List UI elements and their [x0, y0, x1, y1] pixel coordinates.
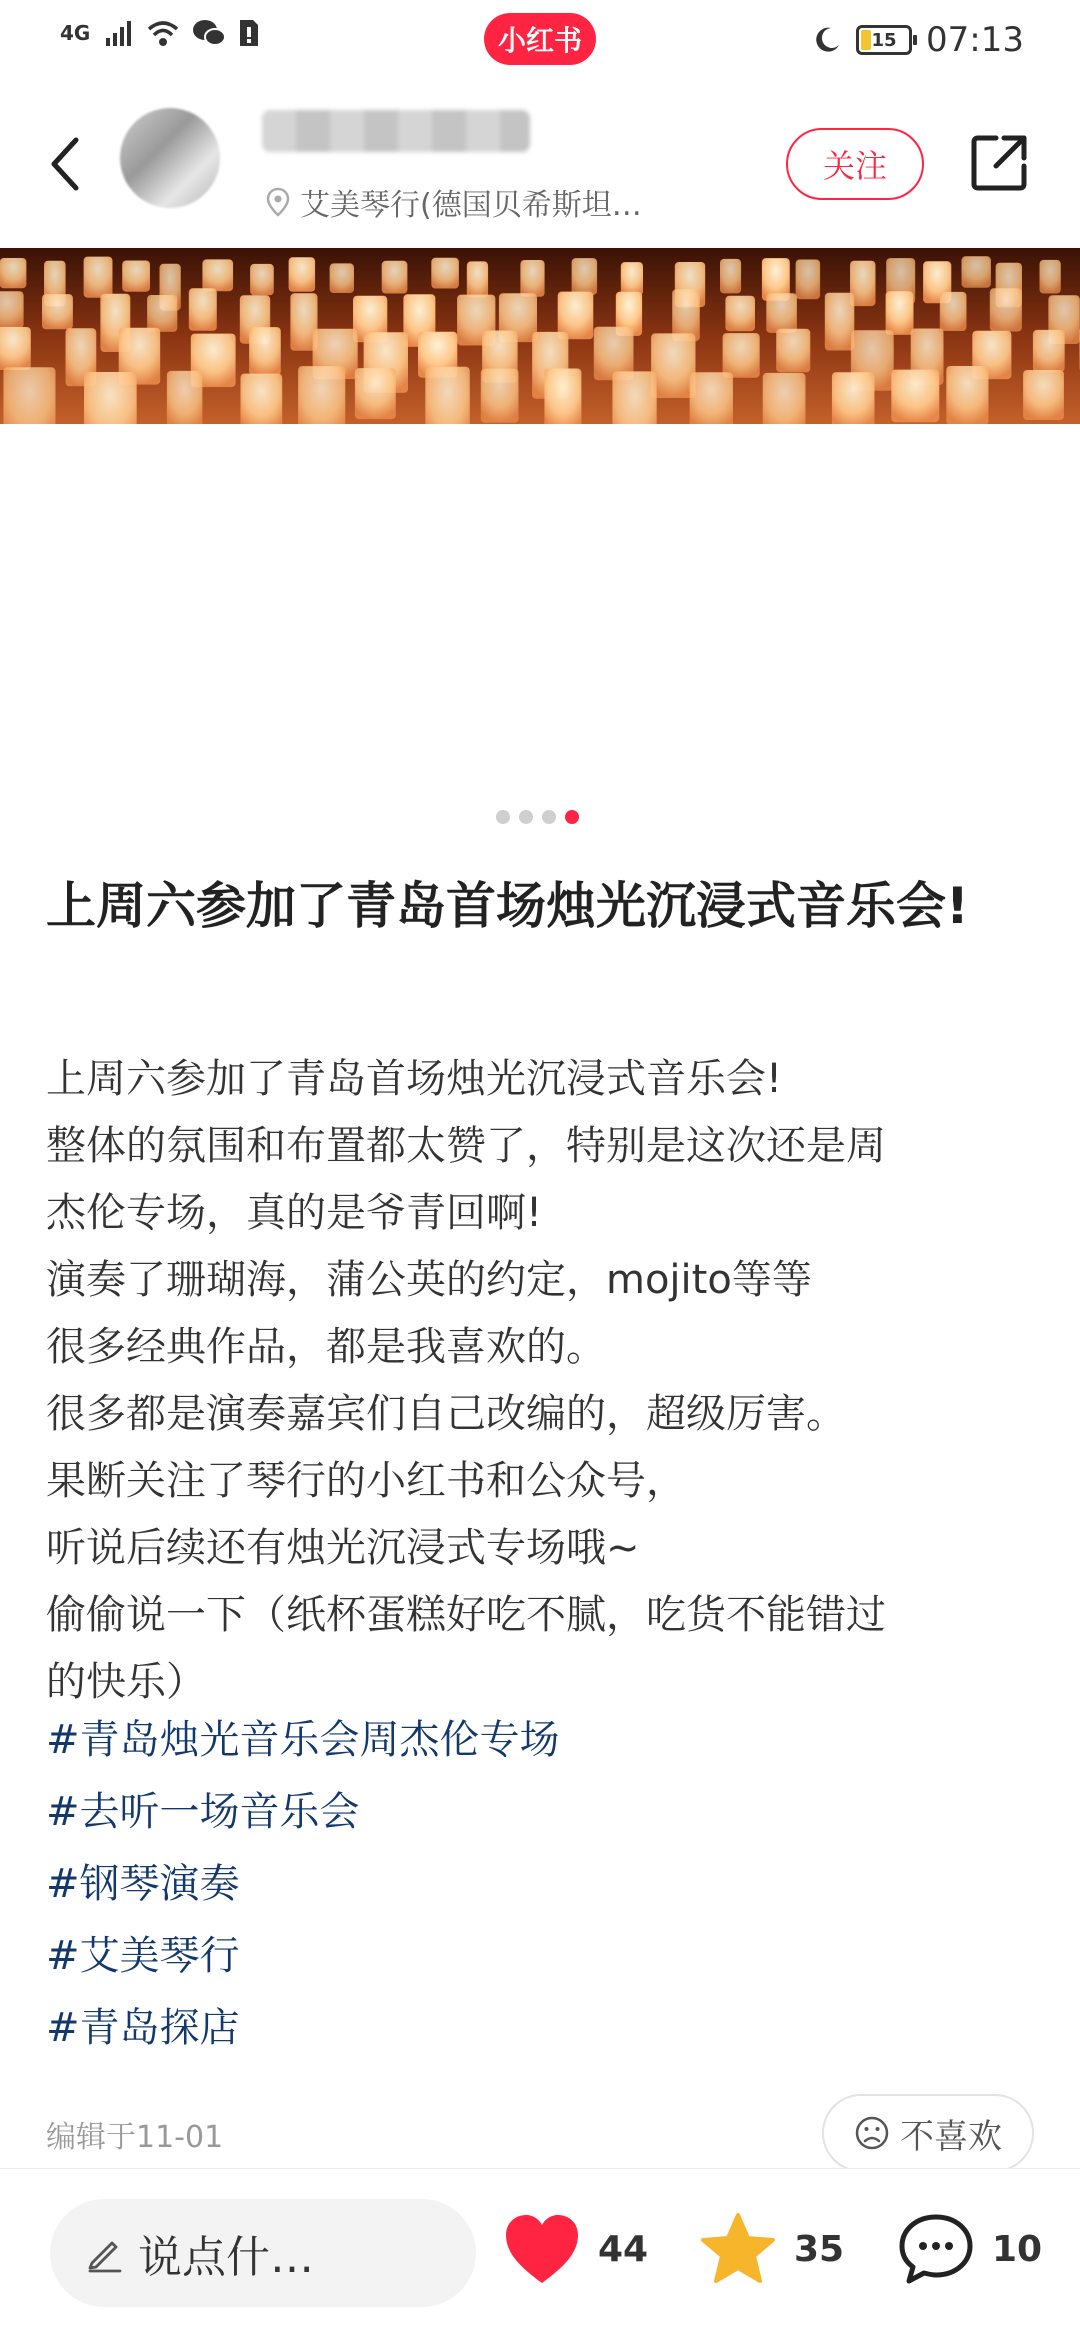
candle	[690, 372, 733, 424]
candle	[1033, 330, 1065, 372]
hashtag-link[interactable]: #艾美琴行	[46, 1933, 240, 1979]
candle	[355, 368, 396, 419]
candle	[723, 333, 760, 378]
moon-icon	[812, 25, 842, 55]
candle	[621, 262, 643, 295]
battery-icon	[856, 25, 912, 55]
body-line: 的快乐）	[46, 1659, 206, 1705]
share-icon	[968, 132, 1030, 194]
candle	[0, 291, 24, 328]
candle	[167, 371, 203, 424]
author-name-blurred[interactable]	[262, 110, 530, 152]
candle	[3, 367, 55, 424]
hashtag-link[interactable]: #青岛探店	[46, 2005, 240, 2051]
status-left	[60, 18, 260, 48]
candle	[725, 296, 755, 332]
body-line: 杰伦专场，真的是爷青回啊!	[46, 1190, 543, 1236]
body-line: 偷偷说一下（纸杯蛋糕好吃不腻，吃货不能错过	[46, 1592, 886, 1638]
body-line: 果断关注了琴行的小红书和公众号，	[46, 1458, 686, 1504]
candle	[241, 374, 283, 424]
sim-card-icon	[238, 18, 260, 48]
status-right	[812, 20, 1024, 60]
chat-bubble-icon	[896, 2211, 976, 2287]
like-count: 44	[598, 2228, 649, 2270]
carousel-indicator	[496, 810, 579, 824]
carousel-dot	[542, 810, 556, 824]
candle	[189, 288, 217, 331]
note-body	[46, 1046, 1036, 1716]
candle	[612, 371, 656, 424]
comment-count: 10	[992, 2228, 1043, 2270]
candle	[825, 293, 855, 351]
candle	[544, 369, 581, 425]
bottom-action-bar	[0, 2168, 1080, 2340]
follow-button[interactable]: 关注	[786, 128, 924, 200]
author-avatar[interactable]	[120, 108, 220, 208]
like-button[interactable]	[502, 2211, 648, 2287]
wifi-icon	[146, 18, 180, 48]
share-button[interactable]	[968, 132, 1030, 194]
carousel-dot	[496, 810, 510, 824]
candle	[720, 259, 741, 294]
candle	[946, 366, 988, 424]
candle	[42, 294, 73, 329]
body-line: 演奏了珊瑚海，蒲公英的约定，mojito等等	[46, 1257, 812, 1303]
note-image-carousel[interactable]	[0, 248, 1080, 424]
candle	[572, 258, 598, 295]
candle	[431, 258, 459, 289]
candle	[250, 264, 274, 295]
candle	[0, 258, 26, 288]
candle	[1040, 260, 1061, 294]
pencil-icon	[84, 2233, 124, 2273]
candle	[249, 327, 281, 375]
collect-button[interactable]	[698, 2211, 844, 2287]
note-header	[0, 84, 1080, 244]
candle	[796, 260, 821, 300]
candle	[1023, 370, 1064, 420]
signal-icon	[104, 18, 134, 48]
network-type: 4G	[60, 21, 91, 45]
edited-date: 编辑于11-01	[46, 2120, 224, 2155]
candle	[990, 288, 1022, 331]
candle	[84, 372, 137, 424]
candle	[766, 293, 797, 333]
candle	[147, 295, 177, 332]
candle	[886, 291, 914, 335]
hashtag-link[interactable]: #去听一场音乐会	[46, 1789, 360, 1835]
candle	[651, 333, 695, 398]
candle	[520, 260, 544, 297]
candle	[891, 370, 939, 423]
hashtag-link[interactable]: #青岛烛光音乐会周杰伦专场	[46, 1717, 560, 1763]
candle	[832, 372, 875, 424]
candle	[298, 366, 345, 424]
clock: 07:13	[926, 20, 1024, 60]
wechat-icon	[192, 18, 226, 48]
hashtag-link[interactable]: #钢琴演奏	[46, 1861, 240, 1907]
back-button[interactable]	[36, 128, 96, 200]
candle	[289, 257, 316, 292]
location-pin-icon	[266, 187, 290, 217]
candle	[481, 369, 519, 423]
note-title: 上周六参加了青岛首场烛光沉浸式音乐会!	[46, 877, 969, 935]
collect-count: 35	[794, 2228, 845, 2270]
body-line: 很多经典作品，都是我喜欢的。	[46, 1324, 606, 1370]
candle	[467, 261, 488, 297]
candle	[425, 367, 470, 424]
comment-placeholder: 说点什…	[138, 2232, 314, 2283]
candle	[84, 257, 113, 298]
body-line: 很多都是演奏嘉宾们自己改编的，超级厉害。	[46, 1391, 846, 1437]
battery-level: 15	[871, 29, 897, 51]
sad-face-icon	[854, 2115, 890, 2151]
app-brand-badge: 小红书	[484, 13, 596, 65]
candle	[330, 263, 354, 293]
carousel-dot	[519, 810, 533, 824]
carousel-dot-active	[565, 810, 579, 824]
chevron-left-icon	[46, 134, 86, 194]
candle	[962, 256, 991, 287]
body-line: 整体的氛围和布置都太赞了，特别是这次还是周	[46, 1123, 886, 1169]
status-bar	[0, 0, 1080, 84]
candle	[940, 292, 967, 331]
body-line: 上周六参加了青岛首场烛光沉浸式音乐会!	[46, 1056, 783, 1102]
candle	[122, 261, 150, 292]
dislike-label: 不喜欢	[900, 2116, 1002, 2157]
candles-photo	[0, 248, 1080, 424]
comment-input[interactable]	[50, 2199, 476, 2307]
star-icon	[698, 2211, 778, 2287]
comment-button[interactable]	[896, 2211, 1042, 2287]
candle	[776, 329, 810, 373]
location-text: 艾美琴行(德国贝希斯坦…	[300, 188, 642, 223]
candle	[0, 327, 31, 370]
heart-icon	[502, 2211, 582, 2287]
candle	[382, 261, 408, 294]
dislike-button[interactable]	[822, 2094, 1034, 2172]
candle	[763, 373, 806, 424]
candle	[202, 259, 233, 291]
location-tag[interactable]	[266, 180, 642, 224]
body-line: 听说后续还有烛光沉浸式专场哦~	[46, 1525, 640, 1571]
hashtag-list	[46, 1704, 1036, 2064]
